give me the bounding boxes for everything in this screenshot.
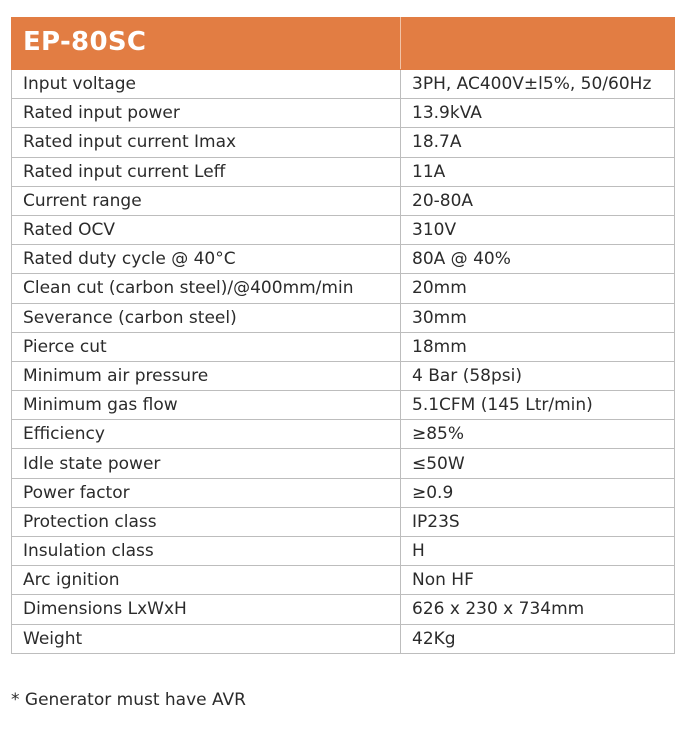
table-header-row — [12, 18, 675, 70]
spec-label: Arc ignition — [12, 566, 401, 595]
spec-value: H — [401, 537, 675, 566]
spec-row — [12, 303, 675, 332]
spec-label: Protection class — [12, 507, 401, 536]
spec-row — [12, 624, 675, 653]
spec-value: ≥85% — [401, 420, 675, 449]
spec-value: ≤50W — [401, 449, 675, 478]
spec-label: Rated input power — [12, 99, 401, 128]
spec-row — [12, 449, 675, 478]
spec-value: 20mm — [401, 274, 675, 303]
spec-value: 80A @ 40% — [401, 245, 675, 274]
spec-label: Minimum air pressure — [12, 361, 401, 390]
spec-value: 4 Bar (58psi) — [401, 361, 675, 390]
spec-row — [12, 537, 675, 566]
spec-value: 20-80A — [401, 186, 675, 215]
spec-label: Rated input current Imax — [12, 128, 401, 157]
spec-label: Pierce cut — [12, 332, 401, 361]
spec-row — [12, 186, 675, 215]
spec-row — [12, 595, 675, 624]
spec-value: 18.7A — [401, 128, 675, 157]
spec-label: Idle state power — [12, 449, 401, 478]
spec-value: 5.1CFM (145 Ltr/min) — [401, 391, 675, 420]
footnote: * Generator must have AVR — [11, 690, 246, 710]
spec-label: Weight — [12, 624, 401, 653]
spec-row — [12, 361, 675, 390]
spec-row — [12, 215, 675, 244]
spec-label: Rated duty cycle @ 40°C — [12, 245, 401, 274]
header-empty-cell — [401, 18, 675, 70]
spec-value: 18mm — [401, 332, 675, 361]
spec-value: IP23S — [401, 507, 675, 536]
spec-label: Minimum gas flow — [12, 391, 401, 420]
spec-row — [12, 99, 675, 128]
spec-value: 13.9kVA — [401, 99, 675, 128]
spec-label: Rated OCV — [12, 215, 401, 244]
spec-row — [12, 70, 675, 99]
spec-row — [12, 507, 675, 536]
spec-row — [12, 245, 675, 274]
spec-label: Efficiency — [12, 420, 401, 449]
spec-label: Current range — [12, 186, 401, 215]
spec-value: Non HF — [401, 566, 675, 595]
spec-row — [12, 332, 675, 361]
spec-label: Input voltage — [12, 70, 401, 99]
spec-value: 11A — [401, 157, 675, 186]
spec-label: Clean cut (carbon steel)/@400mm/min — [12, 274, 401, 303]
spec-row — [12, 128, 675, 157]
spec-value: 42Kg — [401, 624, 675, 653]
spec-label: Power factor — [12, 478, 401, 507]
model-title-cell — [12, 18, 401, 70]
spec-row — [12, 391, 675, 420]
spec-value: 3PH, AC400V±l5%, 50/60Hz — [401, 70, 675, 99]
spec-label: Insulation class — [12, 537, 401, 566]
spec-value: 30mm — [401, 303, 675, 332]
spec-row — [12, 420, 675, 449]
spec-row — [12, 157, 675, 186]
spec-value: 310V — [401, 215, 675, 244]
spec-value: 626 x 230 x 734mm — [401, 595, 675, 624]
spec-label: Severance (carbon steel) — [12, 303, 401, 332]
spec-row — [12, 566, 675, 595]
spec-label: Rated input current Leff — [12, 157, 401, 186]
model-title: EP-80SC — [23, 27, 147, 57]
spec-table — [11, 17, 675, 654]
spec-label: Dimensions LxWxH — [12, 595, 401, 624]
spec-row — [12, 274, 675, 303]
spec-value: ≥0.9 — [401, 478, 675, 507]
spec-row — [12, 478, 675, 507]
